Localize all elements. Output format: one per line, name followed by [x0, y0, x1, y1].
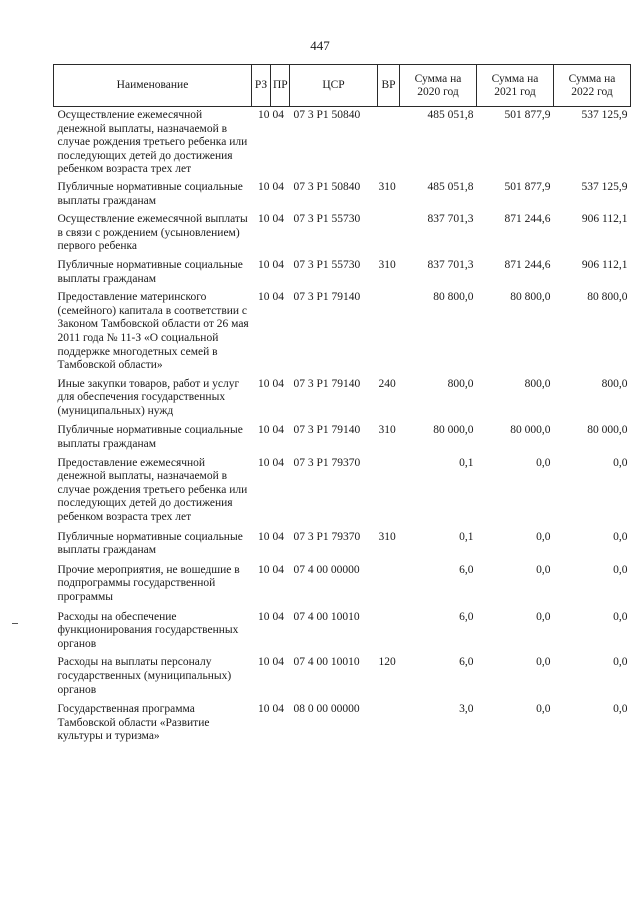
- row-pr: 04: [272, 456, 284, 469]
- row-rz: 10: [258, 610, 270, 623]
- row-sum-2020: 485 051,8: [427, 109, 474, 121]
- row-sum-2022: 0,0: [613, 530, 628, 543]
- header-vr: ВР: [378, 65, 400, 107]
- row-name: Публичные нормативные социальные выплаты гражданам: [57, 180, 243, 207]
- row-vr: [378, 286, 400, 373]
- row-sum-2021: 0,0: [536, 656, 551, 669]
- row-vr: 240: [378, 377, 396, 390]
- table-row: [54, 208, 631, 254]
- row-sum-2020: 6,0: [459, 656, 474, 669]
- row-name: Предоставление материнского (семейного) капитала в соответствии с Законом Тамбовской области от 26 мая 2011 года № 11-З «О социальной поддержке многодетных семей в Тамбовской области»: [57, 291, 249, 372]
- table-row: [54, 373, 631, 419]
- row-sum-2021: 80 000,0: [510, 424, 551, 437]
- row-name: Прочие мероприятия, не вошедшие в подпрограммы государственной программы: [57, 563, 240, 603]
- row-rz: 10: [258, 291, 270, 304]
- row-vr: 310: [378, 424, 396, 437]
- row-pr: 04: [272, 213, 284, 226]
- row-name: Осуществление ежемесячной выплаты в связи с рождением (усыновлением) первого ребенка: [57, 213, 248, 253]
- table-row: [54, 605, 631, 652]
- row-rz: 10: [258, 703, 270, 716]
- header-sum-2020: Сумма на 2020 год: [400, 65, 477, 107]
- row-csr: 07 3 P1 79370: [293, 530, 361, 543]
- row-sum-2020: 485 051,8: [427, 180, 474, 193]
- row-vr: [378, 605, 400, 652]
- row-sum-2020: 3,0: [459, 703, 474, 716]
- row-sum-2021: 0,0: [536, 610, 551, 623]
- row-csr: 07 3 P1 79140: [293, 424, 361, 437]
- row-rz: 10: [258, 456, 270, 469]
- table-row: [54, 286, 631, 373]
- row-sum-2022: 80 000,0: [587, 424, 628, 437]
- row-csr: 07 3 P1 55730: [293, 258, 361, 271]
- row-name: Публичные нормативные социальные выплаты гражданам: [57, 258, 243, 285]
- header-sum-2021: Сумма на 2021 год: [477, 65, 554, 107]
- row-rz: 10: [258, 424, 270, 437]
- table-row: [54, 177, 631, 208]
- row-name: Публичные нормативные социальные выплаты гражданам: [57, 424, 243, 451]
- row-pr: 04: [272, 377, 284, 390]
- row-name: Расходы на обеспечение функционирования государственных органов: [57, 610, 239, 650]
- budget-table-container: [53, 64, 630, 744]
- row-name: Предоставление ежемесячной денежной выплаты, назначаемой в случае рождения третьего ребенка или последующих детей до достижения ребенком возраста трех лет: [57, 456, 248, 524]
- row-rz: 10: [258, 377, 270, 390]
- row-sum-2020: 80 800,0: [433, 291, 474, 304]
- row-csr: 07 3 P1 55730: [293, 213, 361, 226]
- row-vr: [378, 107, 400, 177]
- row-csr: 07 4 00 10010: [293, 610, 360, 623]
- margin-mark: [12, 623, 18, 624]
- row-vr: 310: [378, 530, 396, 543]
- table-row: [54, 418, 631, 451]
- row-sum-2021: 0,0: [536, 456, 551, 469]
- row-rz: 10: [258, 109, 270, 121]
- table-row: [54, 452, 631, 525]
- row-sum-2021: 501 877,9: [504, 109, 551, 121]
- table-row: [54, 254, 631, 286]
- row-rz: 10: [258, 530, 270, 543]
- row-vr: 310: [378, 180, 396, 193]
- row-sum-2022: 0,0: [613, 656, 628, 669]
- row-vr: [378, 558, 400, 605]
- table-row: [54, 558, 631, 605]
- row-sum-2020: 800,0: [447, 377, 474, 390]
- row-sum-2021: 800,0: [524, 377, 551, 390]
- header-name: Наименование: [54, 65, 252, 107]
- row-name: Иные закупки товаров, работ и услуг для обеспечения государственных (муниципальных) нужд: [57, 377, 240, 417]
- row-sum-2020: 6,0: [459, 610, 474, 623]
- row-sum-2021: 0,0: [536, 563, 551, 576]
- budget-table: [53, 64, 631, 744]
- row-vr: [378, 208, 400, 254]
- row-pr: 04: [272, 530, 284, 543]
- row-pr: 04: [272, 180, 284, 193]
- row-sum-2022: 537 125,9: [581, 109, 628, 121]
- row-sum-2022: 80 800,0: [587, 291, 628, 304]
- row-csr: 07 4 00 10010: [293, 656, 360, 669]
- row-pr: 04: [272, 563, 284, 576]
- row-sum-2022: 0,0: [613, 610, 628, 623]
- row-pr: 04: [272, 703, 284, 716]
- row-vr: 120: [378, 656, 396, 669]
- row-sum-2020: 80 000,0: [433, 424, 474, 437]
- row-csr: 07 3 P1 50840: [293, 109, 361, 121]
- table-row: [54, 651, 631, 697]
- row-sum-2020: 837 701,3: [427, 213, 474, 226]
- header-csr: ЦСР: [290, 65, 378, 107]
- row-csr: 08 0 00 00000: [293, 703, 360, 716]
- row-sum-2022: 537 125,9: [581, 180, 628, 193]
- row-rz: 10: [258, 180, 270, 193]
- row-name: Расходы на выплаты персоналу государственных (муниципальных) органов: [57, 656, 232, 696]
- header-rz: РЗ: [252, 65, 271, 107]
- row-sum-2021: 871 244,6: [504, 213, 551, 226]
- row-csr: 07 3 P1 79140: [293, 377, 361, 390]
- row-sum-2021: 0,0: [536, 530, 551, 543]
- row-csr: 07 4 00 00000: [293, 563, 360, 576]
- row-rz: 10: [258, 258, 270, 271]
- row-sum-2021: 0,0: [536, 703, 551, 716]
- row-rz: 10: [258, 213, 270, 226]
- table-row: [54, 525, 631, 558]
- header-pr: ПР: [271, 65, 290, 107]
- row-sum-2020: 6,0: [459, 563, 474, 576]
- row-csr: 07 3 P1 50840: [293, 180, 361, 193]
- row-csr: 07 3 P1 79370: [293, 456, 361, 469]
- row-sum-2022: 0,0: [613, 456, 628, 469]
- row-rz: 10: [258, 656, 270, 669]
- row-sum-2022: 906 112,1: [581, 258, 628, 271]
- row-pr: 04: [272, 424, 284, 437]
- row-pr: 04: [272, 109, 284, 121]
- row-sum-2022: 800,0: [601, 377, 628, 390]
- row-pr: 04: [272, 610, 284, 623]
- row-sum-2022: 0,0: [613, 563, 628, 576]
- table-row: [54, 107, 631, 177]
- page-number: 447: [310, 38, 330, 53]
- row-sum-2020: 0,1: [459, 530, 474, 543]
- row-sum-2022: 0,0: [613, 703, 628, 716]
- table-row: [54, 697, 631, 744]
- row-sum-2021: 80 800,0: [510, 291, 551, 304]
- row-name: Государственная программа Тамбовской области «Развитие культуры и туризма»: [57, 703, 210, 743]
- table-body: [54, 107, 631, 744]
- row-pr: 04: [272, 291, 284, 304]
- row-sum-2021: 501 877,9: [504, 180, 551, 193]
- row-vr: 310: [378, 258, 396, 271]
- row-vr: [378, 452, 400, 525]
- row-vr: [378, 697, 400, 744]
- header-sum-2022: Сумма на 2022 год: [554, 65, 631, 107]
- row-sum-2020: 0,1: [459, 456, 474, 469]
- row-sum-2022: 906 112,1: [581, 213, 628, 226]
- row-pr: 04: [272, 656, 284, 669]
- row-pr: 04: [272, 258, 284, 271]
- table-header: [54, 65, 631, 107]
- row-csr: 07 3 P1 79140: [293, 291, 361, 304]
- row-sum-2021: 871 244,6: [504, 258, 551, 271]
- row-sum-2020: 837 701,3: [427, 258, 474, 271]
- row-name: Осуществление ежемесячной денежной выплаты, назначаемой в случае рождения третьего ребенка или последующих детей до достижения ребенком возраста трех лет: [57, 109, 248, 176]
- row-name: Публичные нормативные социальные выплаты гражданам: [57, 530, 243, 557]
- row-rz: 10: [258, 563, 270, 576]
